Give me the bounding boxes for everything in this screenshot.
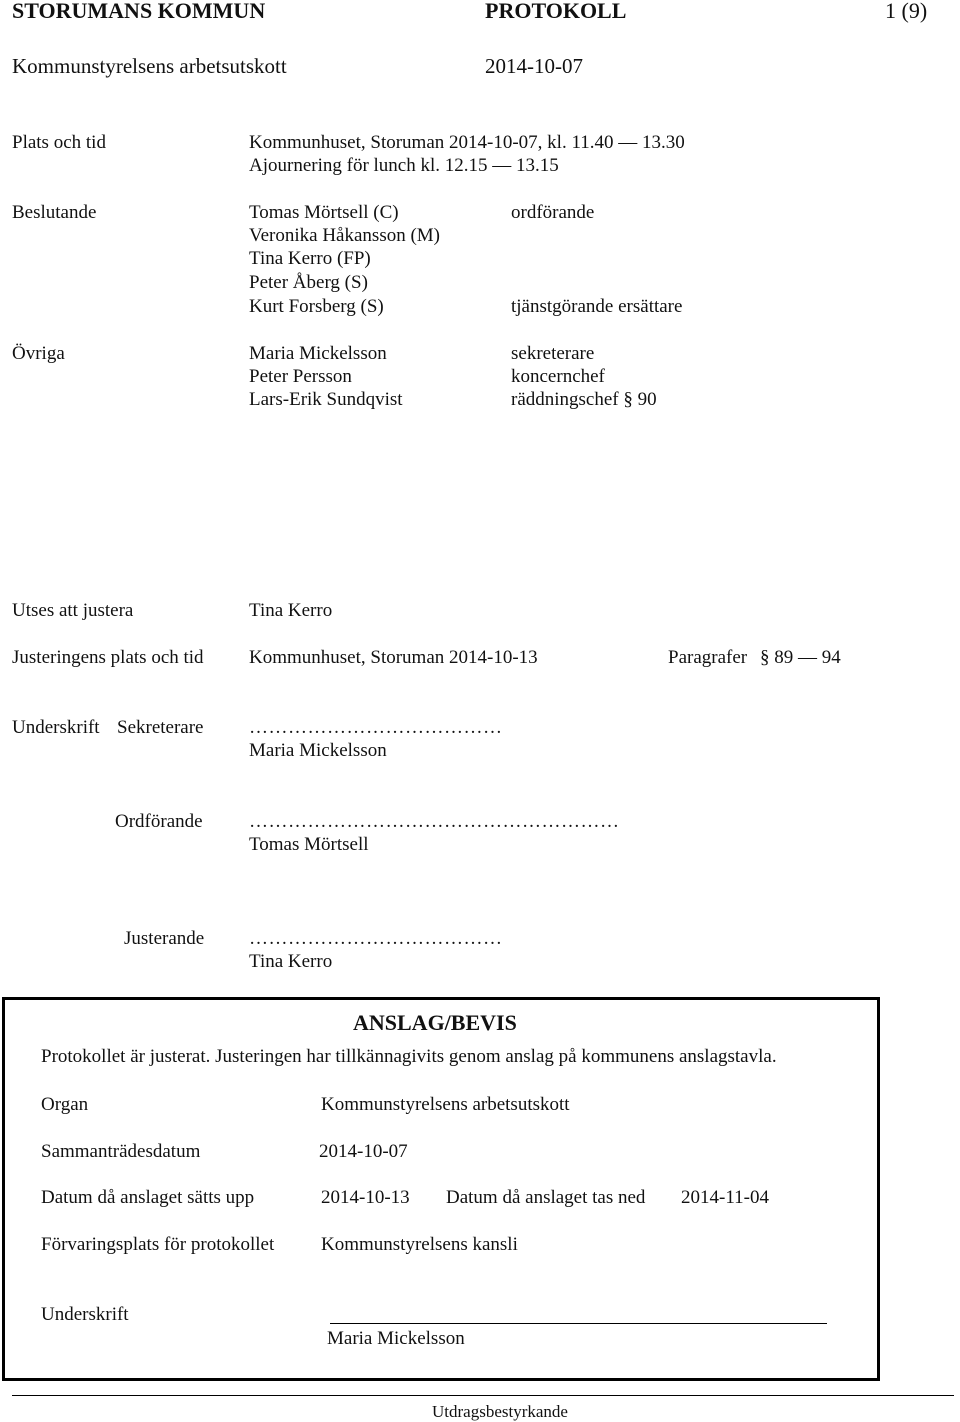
deciding-label: Beslutande: [12, 202, 97, 223]
removed-date-label: Datum då anslaget tas ned: [446, 1187, 646, 1208]
adjustment-place: Kommunhuset, Storuman 2014-10-13: [249, 647, 538, 668]
adjuster-signature-label: Justerande: [124, 928, 205, 949]
paragraphs-label: Paragrafer: [668, 647, 748, 668]
other-attendee-name: Lars-Erik Sundqvist: [249, 389, 403, 410]
chair-signature-line: …………………………………………………: [249, 811, 620, 832]
meeting-date: 2014-10-07: [485, 54, 583, 78]
organ-value: Kommunstyrelsens arbetsutskott: [321, 1094, 570, 1115]
secretary-label: Sekreterare: [117, 717, 204, 738]
organ-label: Organ: [41, 1094, 89, 1115]
place-line-1: Kommunhuset, Storuman 2014-10-07, kl. 11.40 — 13.30: [249, 132, 685, 153]
notice-signature-line: [330, 1323, 827, 1324]
storage-label: Förvaringsplats för protokollet: [41, 1234, 275, 1255]
footer-label: Utdragsbestyrkande: [432, 1402, 568, 1421]
paragraphs-range: § 89 — 94: [760, 647, 841, 668]
chair-name: Tomas Mörtsell: [249, 834, 369, 855]
adjuster-name: Tina Kerro: [249, 600, 333, 621]
deciding-member-name: Tina Kerro (FP): [249, 248, 371, 269]
deciding-member-role: tjänstgörande ersättare: [511, 296, 683, 317]
committee-name: Kommunstyrelsens arbetsutskott: [12, 54, 287, 78]
storage-value: Kommunstyrelsens kansli: [321, 1234, 518, 1255]
other-attendee-role: sekreterare: [511, 343, 595, 364]
others-label: Övriga: [12, 343, 65, 364]
deciding-member-role: ordförande: [511, 202, 595, 223]
posted-date-label: Datum då anslaget sätts upp: [41, 1187, 255, 1208]
adjuster-signature-name: Tina Kerro: [249, 951, 333, 972]
other-attendee-name: Peter Persson: [249, 366, 352, 387]
deciding-member-name: Tomas Mörtsell (C): [249, 202, 399, 223]
notice-title: ANSLAG/BEVIS: [353, 1010, 517, 1035]
footer-divider: [12, 1395, 954, 1396]
page-number: 1 (9): [885, 0, 928, 23]
chair-label: Ordförande: [115, 811, 203, 832]
adjuster-signature-line: …………………………………: [249, 928, 503, 949]
secretary-signature-line: …………………………………: [249, 717, 503, 738]
other-attendee-role: räddningschef § 90: [511, 389, 657, 410]
deciding-member-name: Peter Åberg (S): [249, 272, 368, 293]
municipality-name: STORUMANS KOMMUN: [12, 0, 266, 23]
signature-label: Underskrift: [12, 717, 100, 738]
deciding-member-name: Veronika Håkansson (M): [249, 225, 441, 246]
meeting-date-value: 2014-10-07: [319, 1141, 408, 1162]
notice-signature-name: Maria Mickelsson: [327, 1328, 465, 1349]
adjustment-label: Justeringens plats och tid: [12, 647, 204, 668]
deciding-member-name: Kurt Forsberg (S): [249, 296, 384, 317]
notice-signature-label: Underskrift: [41, 1304, 129, 1325]
meeting-date-label: Sammanträdesdatum: [41, 1141, 201, 1162]
other-attendee-role: koncernchef: [511, 366, 605, 387]
adjuster-label: Utses att justera: [12, 600, 134, 621]
other-attendee-name: Maria Mickelsson: [249, 343, 387, 364]
document-type: PROTOKOLL: [485, 0, 627, 23]
place-line-2: Ajournering för lunch kl. 12.15 — 13.15: [249, 155, 559, 176]
place-label: Plats och tid: [12, 132, 106, 153]
removed-date-value: 2014-11-04: [681, 1187, 769, 1208]
secretary-name: Maria Mickelsson: [249, 740, 387, 761]
posted-date-value: 2014-10-13: [321, 1187, 410, 1208]
notice-statement: Protokollet är justerat. Justeringen har tillkännagivits genom anslag på kommunens anslagstavla.: [41, 1046, 777, 1067]
